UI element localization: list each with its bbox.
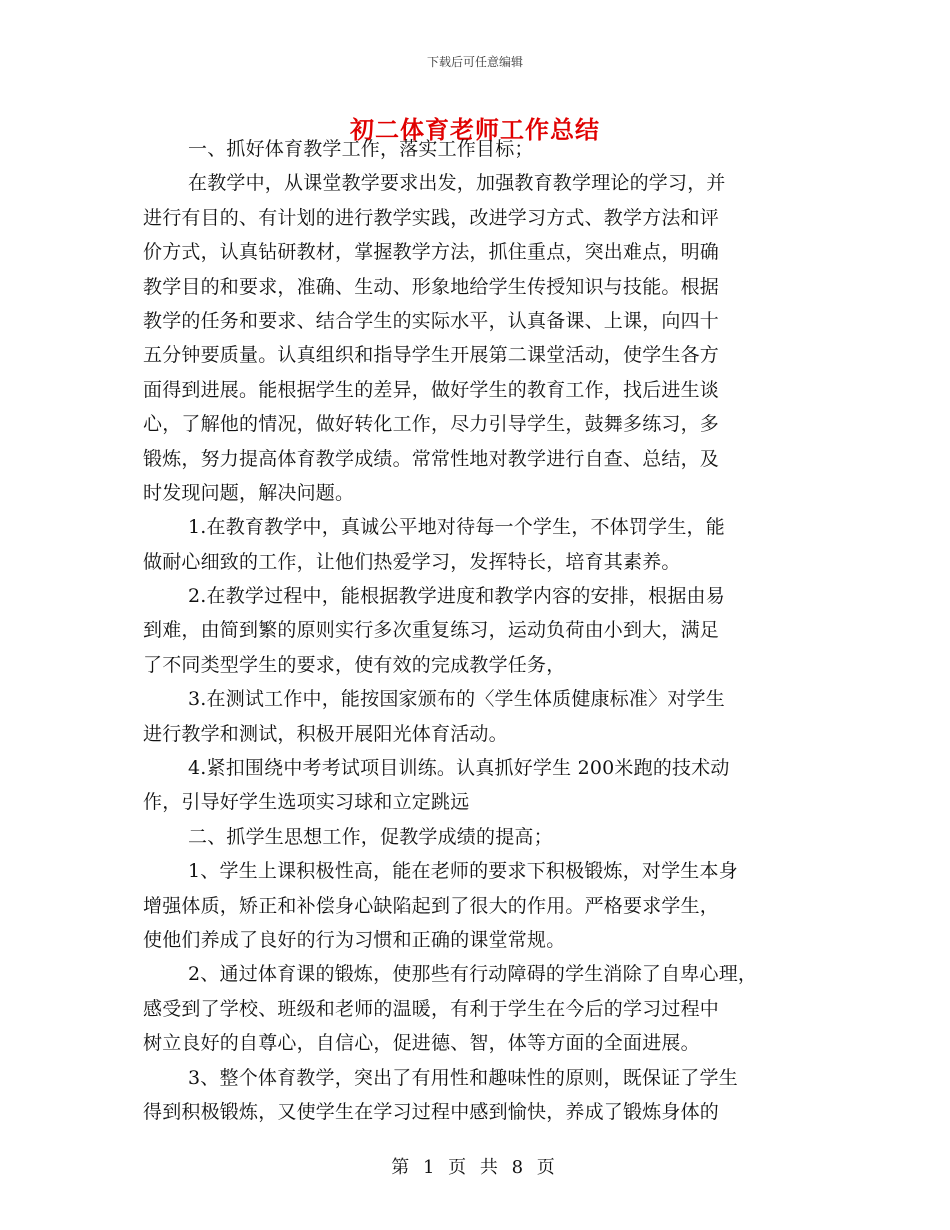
paragraph-line: 了不同类型学生的要求，使有效的完成教学任务， bbox=[143, 653, 566, 676]
paragraph-line: 做耐心细致的工作，让他们热爱学习，发挥特长，培育其素养。 bbox=[143, 550, 681, 573]
paragraph-line: 3、整个体育教学，突出了有用性和趣味性的原则，既保证了学生 bbox=[188, 1066, 738, 1089]
paragraph-line: 五分钟要质量。认真组织和指导学生开展第二课堂活动，使学生各方 bbox=[143, 344, 720, 367]
paragraph-line: 进行教学和测试，积极开展阳光体育活动。 bbox=[143, 722, 508, 745]
page-footer: 第 1 页 共 8 页 bbox=[391, 1157, 559, 1178]
paragraph-line: 得到积极锻炼，又使学生在学习过程中感到愉快，养成了锻炼身体的 bbox=[143, 1100, 720, 1123]
paragraph-line: 教学目的和要求，准确、生动、形象地给学生传授知识与技能。根据 bbox=[143, 275, 720, 298]
paragraph-line: 1、学生上课积极性高，能在老师的要求下积极锻炼，对学生本身 bbox=[188, 860, 738, 883]
document-body bbox=[143, 132, 823, 1129]
paragraph-line: 4.紧扣围绕中考考试项目训练。认真抓好学生 200米跑的技术动 bbox=[188, 757, 730, 780]
paragraph-line: 作，引导好学生选项实习球和立定跳远 bbox=[143, 791, 470, 814]
paragraph-line: 2.在教学过程中，能根据教学进度和教学内容的安排，根据由易 bbox=[188, 585, 725, 608]
paragraph-line: 2、通过体育课的锻炼，使那些有行动障碍的学生消除了自卑心理， bbox=[188, 963, 758, 986]
paragraph-line: 价方式，认真钻研教材，掌握教学方法，抓住重点，突出难点，明确 bbox=[143, 241, 720, 264]
section-heading: 一、抓好体育教学工作，落实工作目标； bbox=[188, 138, 534, 160]
document-title: 初二体育老师工作总结 bbox=[350, 115, 600, 144]
paragraph-line: 在教学中，从课堂教学要求出发，加强教育教学理论的学习，并 bbox=[188, 172, 726, 195]
paragraph-line: 进行有目的、有计划的进行教学实践，改进学习方式、教学方法和评 bbox=[143, 206, 720, 229]
paragraph-line: 心，了解他的情况，做好转化工作，尽力引导学生，鼓舞多练习，多 bbox=[143, 413, 720, 436]
header-note: 下载后可任意编辑 bbox=[426, 55, 523, 69]
paragraph-line: 时发现问题，解决问题。 bbox=[143, 481, 355, 504]
paragraph-line: 增强体质，矫正和补偿身心缺陷起到了很大的作用。严格要求学生， bbox=[143, 894, 720, 917]
paragraph-line: 3.在测试工作中，能按国家颁布的〈学生体质健康标准〉对学生 bbox=[188, 688, 725, 711]
paragraph-line: 锻炼，努力提高体育教学成绩。常常性地对教学进行自查、总结，及 bbox=[143, 447, 720, 470]
paragraph-line: 教学的任务和要求、结合学生的实际水平，认真备课、上课，向四十 bbox=[143, 309, 720, 332]
section-heading: 二、抓学生思想工作，促教学成绩的提高； bbox=[188, 825, 553, 848]
paragraph-line: 使他们养成了良好的行为习惯和正确的课堂常规。 bbox=[143, 928, 566, 951]
paragraph-line: 1.在教育教学中，真诚公平地对待每一个学生，不体罚学生，能 bbox=[188, 516, 725, 539]
paragraph-line: 树立良好的自尊心，自信心，促进德、智，体等方面的全面进展。 bbox=[143, 1032, 700, 1055]
paragraph-line: 感受到了学校、班级和老师的温暖，有利于学生在今后的学习过程中 bbox=[143, 997, 720, 1020]
paragraph-line: 面得到进展。能根据学生的差异，做好学生的教育工作，找后进生谈 bbox=[143, 378, 720, 401]
paragraph-line: 到难，由简到繁的原则实行多次重复练习，运动负荷由小到大，满足 bbox=[143, 619, 720, 642]
